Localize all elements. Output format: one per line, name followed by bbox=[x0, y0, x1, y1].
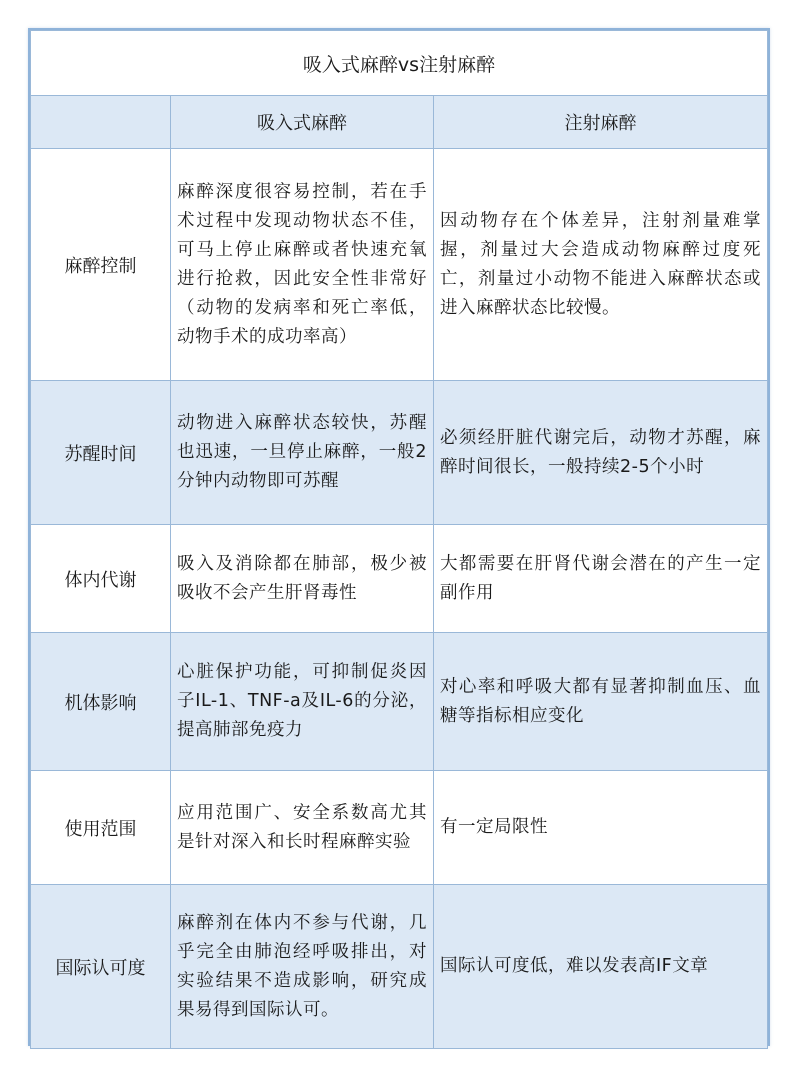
title-row bbox=[31, 31, 768, 96]
injection-cell: 国际认可度低，难以发表高IF文章 bbox=[434, 885, 768, 1049]
table-row-usage-range bbox=[31, 771, 768, 885]
inhaled-cell: 应用范围广、安全系数高尤其是针对深入和长时程麻醉实验 bbox=[171, 771, 434, 885]
row-label: 体内代谢 bbox=[31, 525, 171, 633]
inhaled-cell: 心脏保护功能，可抑制促炎因子IL-1、TNF-a及IL-6的分泌，提高肺部免疫力 bbox=[171, 633, 434, 771]
row-label: 使用范围 bbox=[31, 771, 171, 885]
comparison-table-frame bbox=[28, 28, 770, 1046]
injection-cell: 大都需要在肝肾代谢会潜在的产生一定副作用 bbox=[434, 525, 768, 633]
row-label: 国际认可度 bbox=[31, 885, 171, 1049]
inhaled-cell: 麻醉剂在体内不参与代谢，几乎完全由肺泡经呼吸排出，对实验结果不造成影响，研究成果易得到国际认可。 bbox=[171, 885, 434, 1049]
table-row-recovery-time bbox=[31, 381, 768, 525]
table-row-anesthesia-control bbox=[31, 149, 768, 381]
header-inhaled: 吸入式麻醉 bbox=[171, 96, 434, 149]
row-label: 苏醒时间 bbox=[31, 381, 171, 525]
table-row-metabolism bbox=[31, 525, 768, 633]
header-empty-cell bbox=[31, 96, 171, 149]
row-label: 机体影响 bbox=[31, 633, 171, 771]
inhaled-cell: 吸入及消除都在肺部，极少被吸收不会产生肝肾毒性 bbox=[171, 525, 434, 633]
inhaled-cell: 动物进入麻醉状态较快，苏醒也迅速，一旦停止麻醉，一般2分钟内动物即可苏醒 bbox=[171, 381, 434, 525]
table-title: 吸入式麻醉vs注射麻醉 bbox=[31, 31, 768, 96]
injection-cell: 因动物存在个体差异，注射剂量难掌握，剂量过大会造成动物麻醉过度死亡，剂量过小动物不能进入麻醉状态或进入麻醉状态比较慢。 bbox=[434, 149, 768, 381]
injection-cell: 必须经肝脏代谢完后，动物才苏醒，麻醉时间很长，一般持续2-5个小时 bbox=[434, 381, 768, 525]
inhaled-cell: 麻醉深度很容易控制，若在手术过程中发现动物状态不佳，可马上停止麻醉或者快速充氧进行抢救，因此安全性非常好（动物的发病率和死亡率低，动物手术的成功率高） bbox=[171, 149, 434, 381]
injection-cell: 有一定局限性 bbox=[434, 771, 768, 885]
table-row-body-effect bbox=[31, 633, 768, 771]
injection-cell: 对心率和呼吸大都有显著抑制血压、血糖等指标相应变化 bbox=[434, 633, 768, 771]
table-row-international-recognition bbox=[31, 885, 768, 1049]
header-row bbox=[31, 96, 768, 149]
comparison-table bbox=[30, 30, 768, 1049]
row-label: 麻醉控制 bbox=[31, 149, 171, 381]
header-injection: 注射麻醉 bbox=[434, 96, 768, 149]
